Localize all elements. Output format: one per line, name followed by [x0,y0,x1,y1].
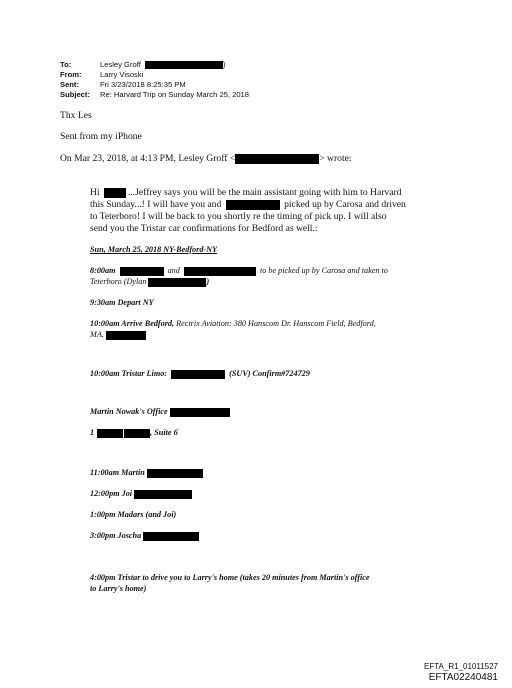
quoted-text-c: picked up by Carosa and driven [284,199,406,210]
quoted-text-b: this Sunday...! I will have you and [90,199,222,210]
subject-value: Re: Harvard Trip on Sunday March 25, 2018 [100,90,250,99]
meeting-4 [90,530,199,541]
final-item-line-1: 4:00pm Tristar to drive you to Larry's home (takes 20 minutes from Martin's office [90,573,370,582]
quoted-line-1 [90,187,401,199]
address-number: 1 [90,428,95,437]
footer-id-2: EFTA02240481 [428,672,498,683]
meeting-4-text: 3:00pm Joscha [90,531,142,540]
arrive-state: MA. [90,330,104,339]
schedule-item-pickup [90,265,388,276]
limo-confirm: (SUV) Confirm#724729 [229,369,310,378]
quoted-line-4: send you the Tristar car confirmations for Bedford as well.: [90,223,318,234]
limo-label: 10:00am Tristar Limo: [90,369,168,378]
arrive-address: Rectrix Aviation: 380 Hanscom Dr. Hanscom Field, Bedford, [176,319,376,328]
schedule-item-arrive [90,318,376,329]
sent-value: Fri 3/23/2018 8:25:35 PM [100,80,186,89]
reply-line-2: Sent from my iPhone [60,131,142,142]
quote-intro [60,153,352,165]
meeting-3: 1:00pm Madars (and Joi) [90,510,177,519]
redaction-bar [145,61,223,69]
schedule-item-arrive-2 [90,329,146,340]
quoted-line-3: to Teterboro! I will be back to you shortly re the timing of pick up. I will also [90,211,387,222]
redaction-bar [134,490,192,499]
to-value: Lesley Groff [100,60,141,69]
redaction-bar [226,200,280,210]
subject-label: Subject: [60,90,90,99]
to-row [60,60,225,70]
meeting-1 [90,467,203,478]
pickup-text: to be picked up by Carosa and taken to [259,266,388,275]
redaction-bar [104,188,126,198]
quoted-line-2 [90,199,406,211]
address-suite: , Suite 6 [150,428,178,437]
office-line [90,406,230,417]
meeting-1-text: 11:00am Martin [90,468,145,477]
from-row [60,70,143,80]
redaction-bar [170,408,230,417]
pickup-time: 8:00am [90,266,116,275]
date-heading: Sun, March 25, 2018 NY-Bedford-NY [90,245,218,254]
pickup-text-2: Teterboro (Dylan [90,277,147,286]
quote-intro-b: > wrote: [319,153,352,164]
redaction-bar [124,429,150,438]
to-label: To: [60,60,72,69]
to-suffix: ) [222,60,226,69]
pickup-and: and [167,266,180,275]
from-value: Larry Visoski [100,70,144,79]
redaction-bar [143,532,199,541]
meeting-2 [90,488,192,499]
greeting: Hi [90,187,100,198]
quoted-text-a: ...Jeffrey says you will be the main assistant going with him to Harvard [128,187,402,198]
office-label: Martin Nowak's Office [90,407,168,416]
redaction-bar [120,267,164,276]
from-label: From: [60,70,82,79]
redaction-bar [97,429,123,438]
redaction-bar [235,154,319,164]
meeting-2-text: 12:00pm Joi [90,489,133,498]
schedule-item-limo [90,368,310,379]
quote-intro-a: On Mar 23, 2018, at 4:13 PM, Lesley Groff < [60,153,236,164]
redaction-bar [148,278,206,287]
arrive-label: 10:00am Arrive Bedford, [90,319,175,328]
final-item-line-2: to Larry's home) [90,584,147,593]
reply-line-1: Thx Les [60,110,92,121]
subject-row [60,90,249,100]
redaction-bar [147,469,203,478]
sent-label: Sent: [60,80,79,89]
redaction-bar [171,370,225,379]
footer-id-1: EFTA_R1_01011527 [424,662,498,671]
schedule-item-depart: 9:30am Depart NY [90,298,154,307]
redaction-bar [184,267,256,276]
sent-row [60,80,186,90]
redaction-bar [106,331,146,340]
address-line [90,427,178,438]
schedule-item-pickup-2: Teterboro (Dylan ) [90,277,210,286]
